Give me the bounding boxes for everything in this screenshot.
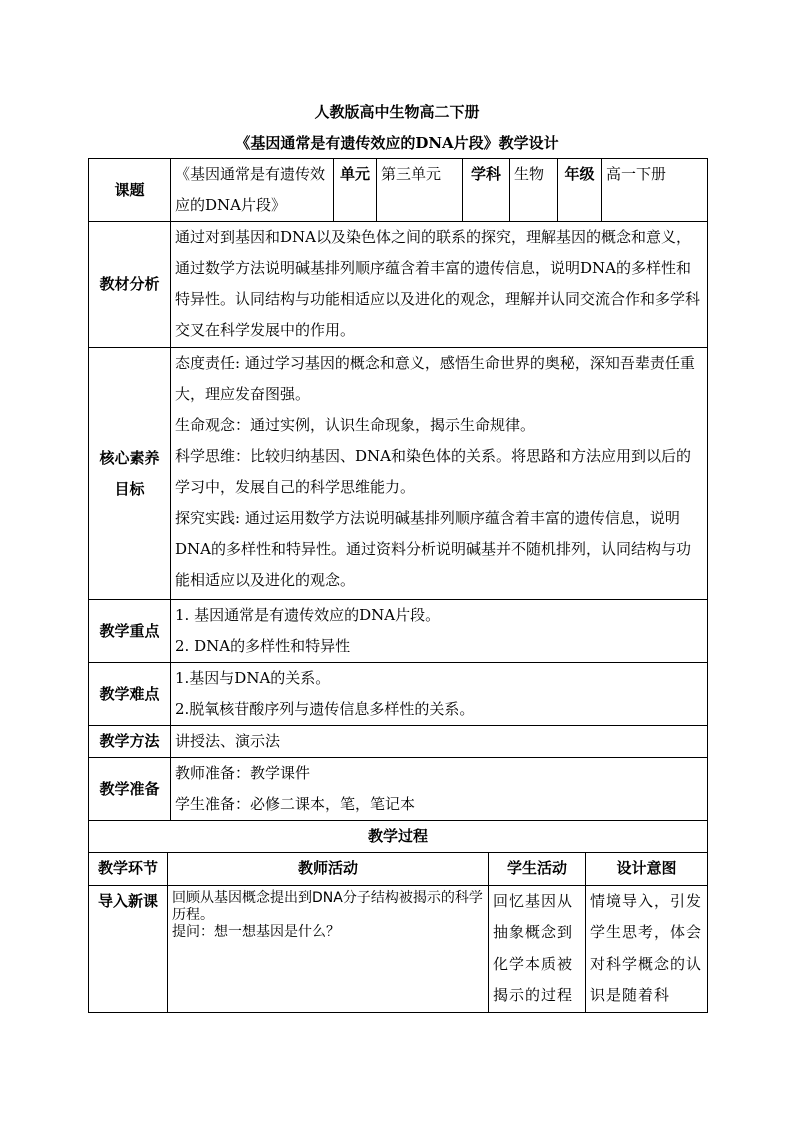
- process-header-row: [89, 853, 708, 886]
- core-label: [89, 348, 171, 600]
- prep-item: 学生准备：必修二课本，笔，笔记本: [175, 795, 416, 813]
- key-item: 2. DNA的多样性和特异性: [175, 637, 351, 655]
- process-heading: 教学过程: [89, 821, 708, 853]
- process-header: 教学环节: [89, 853, 168, 886]
- stage-cell: 导入新课: [89, 885, 168, 1012]
- core-item: 探究实践: 通过运用数学方法说明碱基排列顺序蕴含着丰富的遗传信息，说明DNA的多样性和特异性。通过资料分析说明碱基并不随机排列，认同结构与功能相适应以及进化的观念。: [175, 509, 691, 589]
- subject-label: 学科: [463, 159, 510, 222]
- key-item: 1. 基因通常是有遗传效应的DNA片段。: [175, 606, 441, 624]
- unit-label: 单元: [334, 159, 377, 222]
- method-text: 讲授法、演示法: [171, 726, 708, 758]
- core-item: 态度责任: 通过学习基因的概念和意义，感悟生命世界的奥秘，深知吾辈责任重大，理应发奋图强。: [175, 354, 695, 403]
- topic-value: 《基因通常是有遗传效应的DNA片段》: [171, 159, 334, 222]
- difficult-content: [171, 663, 708, 726]
- process-row: [89, 885, 708, 1012]
- method-row: [89, 726, 708, 758]
- process-heading-row: [89, 821, 708, 853]
- process-header: 学生活动: [489, 853, 586, 886]
- key-label: 教学重点: [89, 600, 171, 663]
- key-content: [171, 600, 708, 663]
- document-title: 人教版高中生物高二下册: [314, 103, 480, 121]
- teaching-process-table: [88, 852, 708, 1013]
- analysis-text: 通过对到基因和DNA以及染色体之间的联系的探究，理解基因的概念和意义，通过数学方法说明碱基排列顺序蕴含着丰富的遗传信息，说明DNA的多样性和特异性。认同结构与功能相适应以及进化的观念，理解并认同交流合作和多学科交叉在科学发展中的作用。: [171, 222, 708, 348]
- difficult-label: 教学难点: [89, 663, 171, 726]
- design-intent-cell: 情境导入，引发学生思考，体会对科学概念的认识是随着科: [586, 885, 708, 1012]
- topic-row: [89, 159, 708, 222]
- core-item: 生命观念：通过实例，认识生命现象，揭示生命规律。: [175, 416, 536, 434]
- key-row: [89, 600, 708, 663]
- process-header: 设计意图: [586, 853, 708, 886]
- core-label-line2: 目标: [114, 479, 145, 498]
- core-row: [89, 348, 708, 600]
- teacher-activity-line: 提问：想一想基因是什么？: [172, 923, 340, 940]
- topic-label: 课题: [89, 159, 171, 222]
- difficult-item: 2.脱氧核苷酸序列与遗传信息多样性的关系。: [175, 700, 475, 718]
- analysis-row: [89, 222, 708, 348]
- grade-label: 年级: [558, 159, 602, 222]
- lesson-info-table: [88, 158, 708, 853]
- prep-content: [171, 758, 708, 821]
- core-content: [171, 348, 708, 600]
- method-label: 教学方法: [89, 726, 171, 758]
- student-activity-cell: 回忆基因从抽象概念到化学本质被揭示的过程: [489, 885, 586, 1012]
- grade-value: 高一下册: [602, 159, 708, 222]
- process-header: 教师活动: [168, 853, 489, 886]
- teacher-activity-line: 回顾从基因概念提出到DNA分子结构被揭示的科学历程。: [172, 889, 483, 923]
- subject-value: 生物: [510, 159, 558, 222]
- core-label-line1: 核心素养: [99, 448, 160, 467]
- core-item: 科学思维：比较归纳基因、DNA和染色体的关系。将思路和方法应用到以后的学习中，发展自己的科学思维能力。: [175, 447, 691, 496]
- difficult-item: 1.基因与DNA的关系。: [175, 669, 331, 687]
- prep-item: 教师准备：教学课件: [175, 764, 311, 782]
- prep-label: 教学准备: [89, 758, 171, 821]
- document-subtitle: 《基因通常是有遗传效应的DNA片段》教学设计: [235, 134, 559, 152]
- unit-value: 第三单元: [377, 159, 463, 222]
- difficult-row: [89, 663, 708, 726]
- analysis-label: 教材分析: [89, 222, 171, 348]
- teacher-activity-cell: [168, 885, 489, 1012]
- prep-row: [89, 758, 708, 821]
